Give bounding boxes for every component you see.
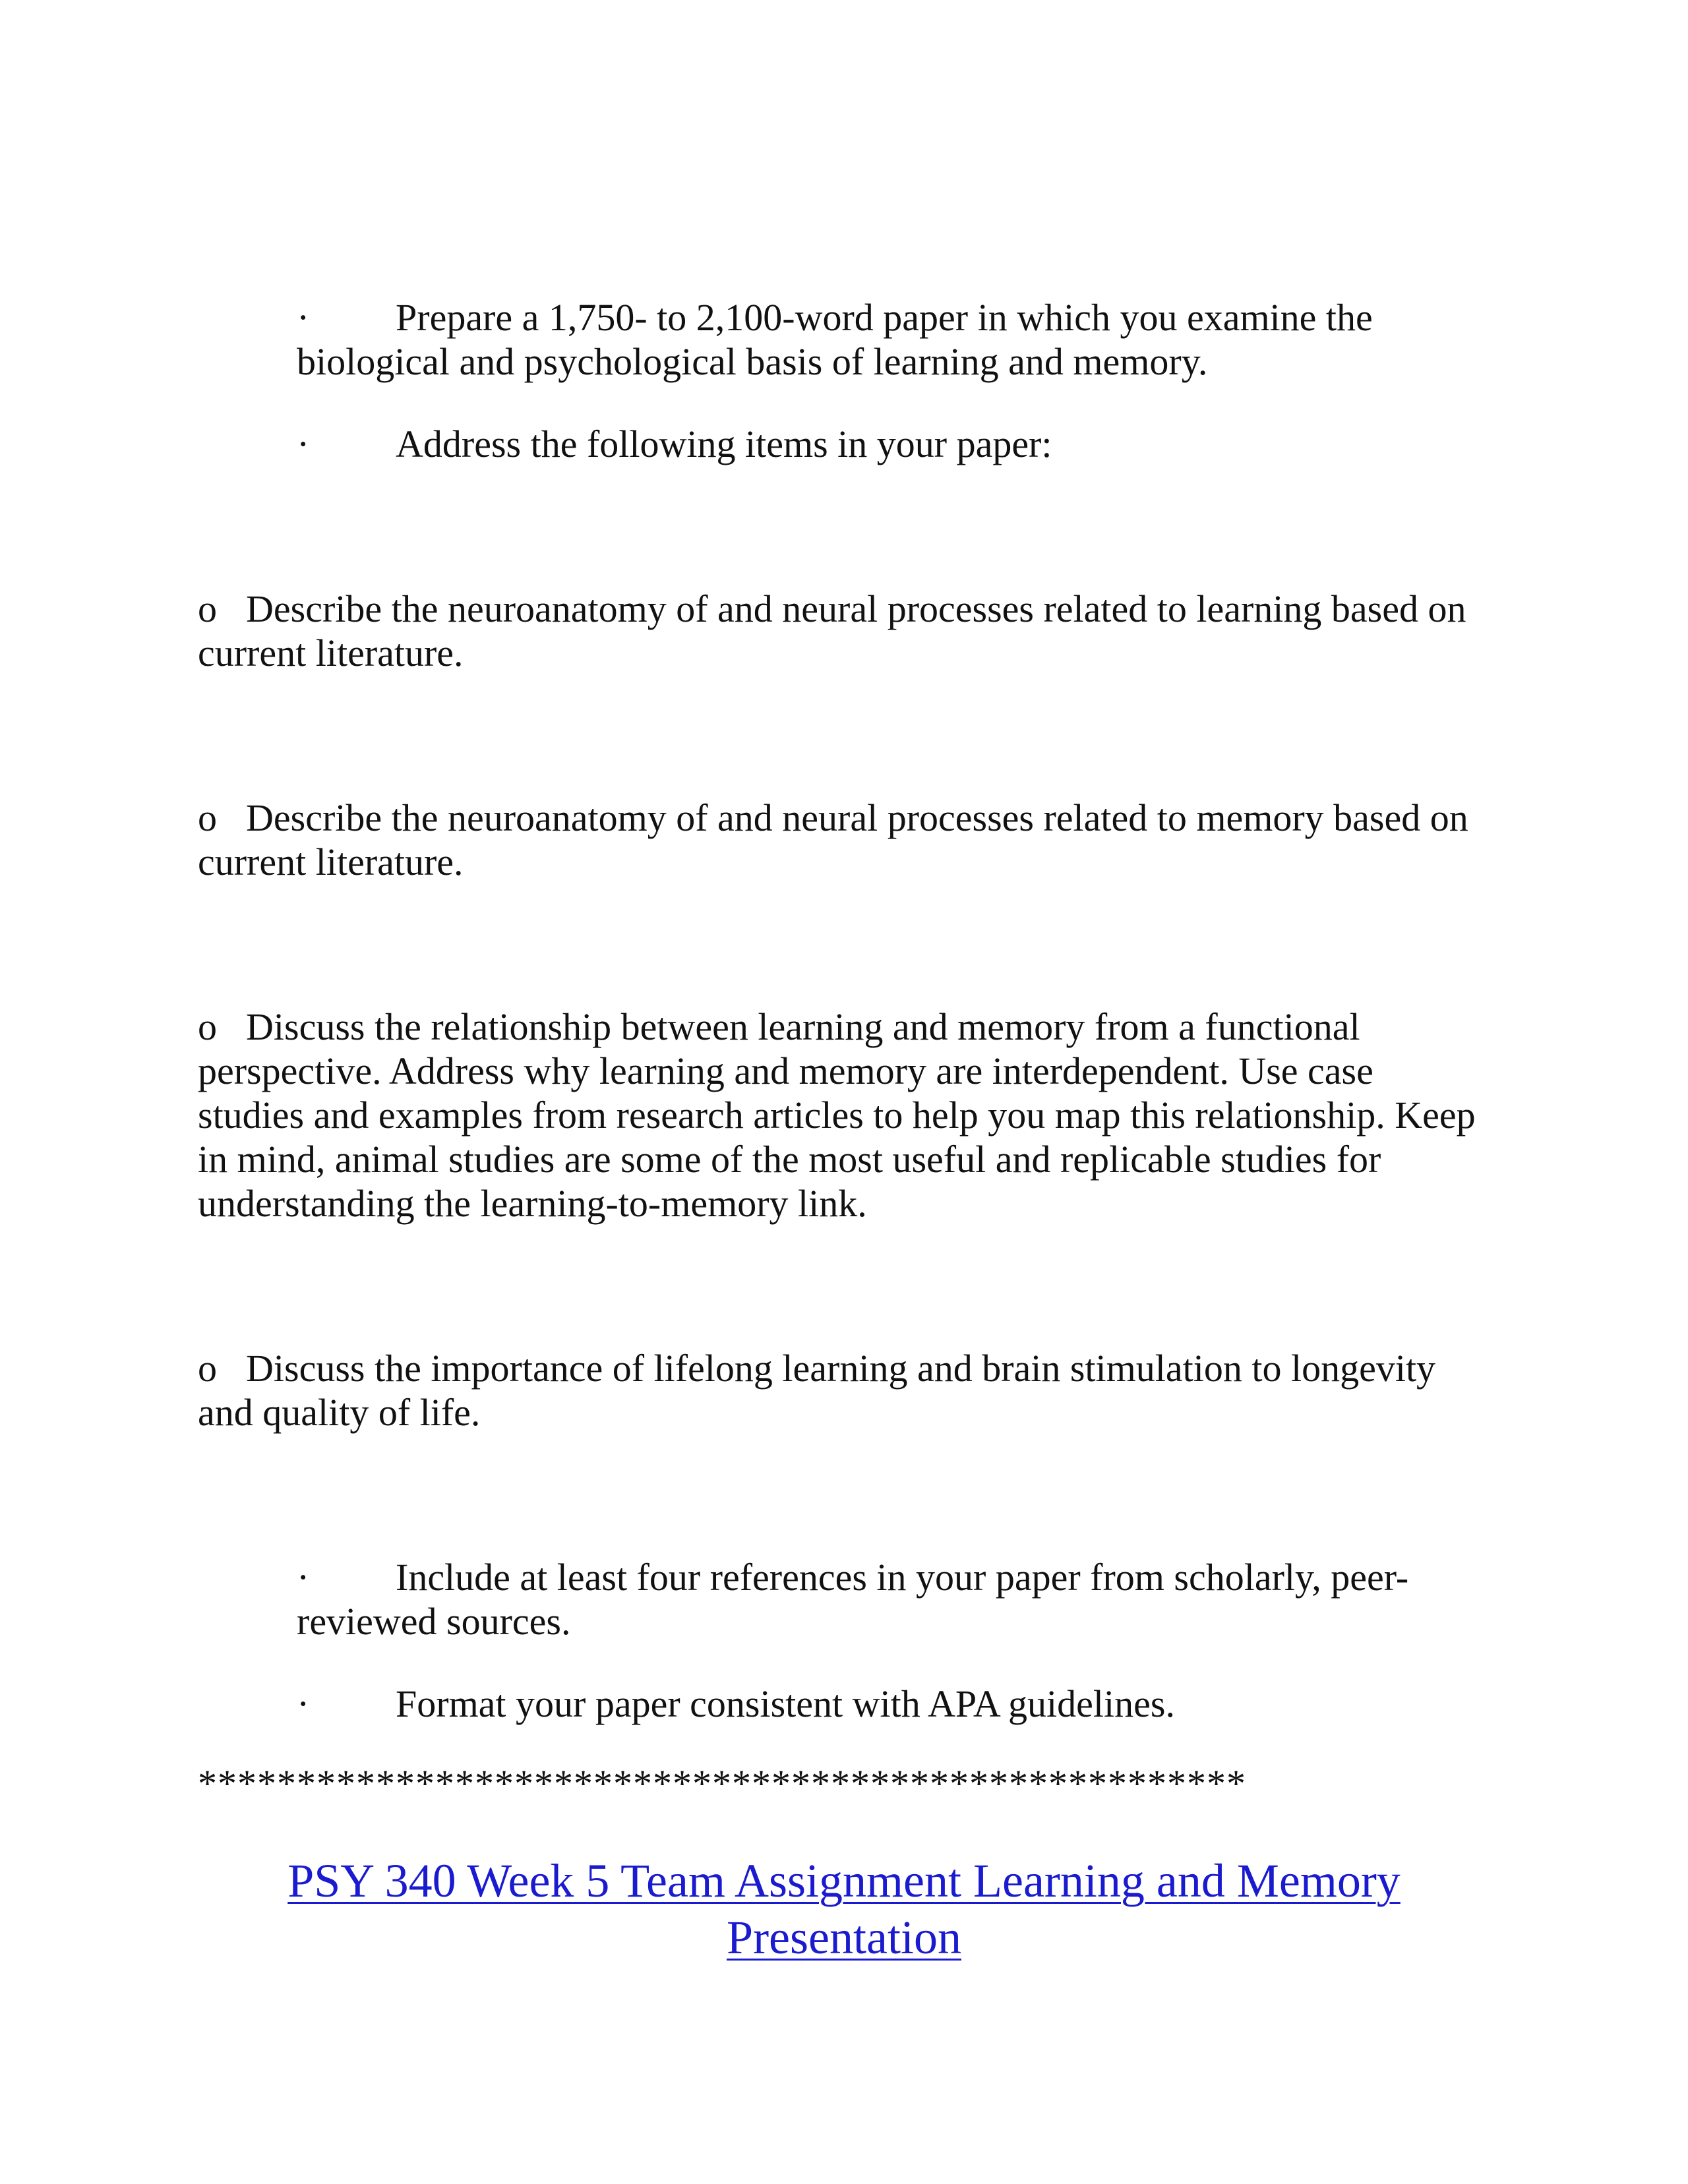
assignment-link-line-1[interactable]: PSY 340 Week 5 Team Assignment Learning and Memory <box>287 1854 1401 1907</box>
sub-item-marker: o <box>198 796 217 839</box>
bullet-marker: · <box>297 1682 310 1725</box>
bullet-1-line-1: Prepare a 1,750- to 2,100-word paper in which you examine the <box>396 296 1373 339</box>
assignment-link-line-2[interactable]: Presentation <box>727 1911 961 1964</box>
sub-item-1-line-2: current literature. <box>198 632 464 674</box>
sub-item-4-line-2: and quality of life. <box>198 1391 481 1434</box>
closing-bullet-1-line-1: Include at least four references in your paper from scholarly, peer- <box>396 1556 1409 1599</box>
bullet-marker: · <box>297 1556 310 1599</box>
sub-item-4-line-1: Discuss the importance of lifelong learning and brain stimulation to longevity <box>246 1347 1436 1390</box>
closing-bullet-1-line-2: reviewed sources. <box>297 1600 571 1643</box>
bullet-2-line-1: Address the following items in your paper: <box>396 423 1052 465</box>
sub-item-1-line-1: Describe the neuroanatomy of and neural processes related to learning based on <box>246 587 1466 630</box>
sub-item-2-line-2: current literature. <box>198 841 464 883</box>
bullet-marker: · <box>297 296 310 339</box>
sub-item-marker: o <box>198 1005 217 1048</box>
bullet-1-line-2: biological and psychological basis of learning and memory. <box>297 340 1208 383</box>
asterisk-separator: ***************************************************** <box>198 1762 1246 1805</box>
bullet-marker: · <box>297 423 310 465</box>
sub-item-3-line-5: understanding the learning-to-memory link. <box>198 1182 867 1225</box>
sub-item-3-line-4: in mind, animal studies are some of the most useful and replicable studies for <box>198 1138 1381 1181</box>
sub-item-marker: o <box>198 1347 217 1390</box>
sub-item-3-line-3: studies and examples from research articles to help you map this relationship. Keep <box>198 1094 1476 1136</box>
sub-item-3-line-1: Discuss the relationship between learning and memory from a functional <box>246 1005 1360 1048</box>
sub-item-3-line-2: perspective. Address why learning and memory are interdependent. Use case <box>198 1049 1373 1092</box>
closing-bullet-2-line-1: Format your paper consistent with APA guidelines. <box>396 1682 1175 1725</box>
sub-item-2-line-1: Describe the neuroanatomy of and neural processes related to memory based on <box>246 796 1468 839</box>
sub-item-marker: o <box>198 587 217 630</box>
